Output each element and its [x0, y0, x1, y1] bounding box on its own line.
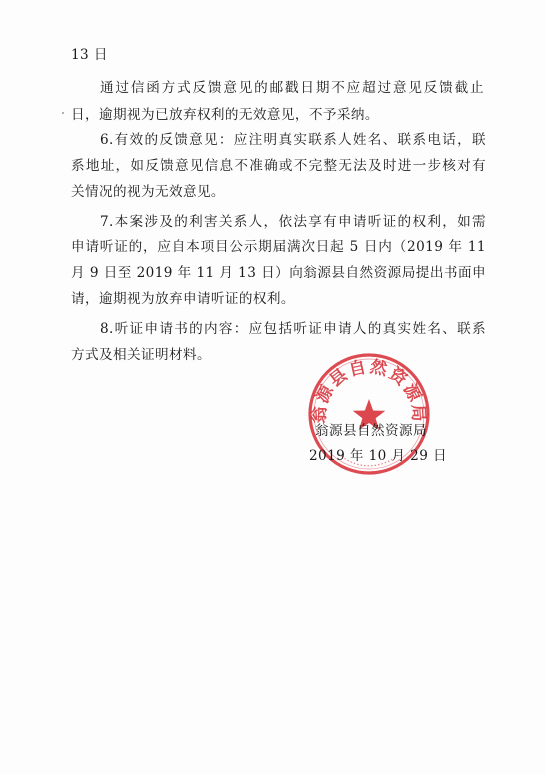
paragraph-line: 日，逾期视为已放弃权利的无效意见，不予采纳。 — [71, 107, 379, 123]
paragraph-line: 关情况的视为无效意见。 — [71, 184, 225, 200]
paragraph-line: 申请听证的，应自本项目公示期届满次日起 5 日内（2019 年 11 — [71, 239, 486, 255]
paragraph-line: 13 日 — [71, 47, 108, 63]
seal-text: 翁源县自然资源局 — [309, 357, 429, 425]
paragraph-line: 请，逾期视为放弃申请听证的权利。 — [71, 291, 295, 307]
paragraph-line: 通过信函方式反馈意见的邮戳日期不应超过意见反馈截止 — [100, 80, 484, 96]
paragraph-line: 6.有效的反馈意见：应注明真实联系人姓名、联系电话，联 — [100, 132, 486, 148]
issuing-authority: 翁源县自然资源局 — [315, 423, 427, 439]
paragraph-line: 方式及相关证明材料。 — [71, 347, 211, 363]
paragraph-line: 月 9 日至 2019 年 11 月 13 日）向翁源县自然资源局提出书面申 — [71, 265, 486, 281]
scan-speck — [62, 112, 64, 114]
paragraph-line: 8.听证申请书的内容：应包括听证申请人的真实姓名、联系 — [100, 321, 486, 337]
paragraph-line: 7.本案涉及的利害关系人，依法享有申请听证的权利，如需 — [100, 214, 486, 230]
paragraph-line: 系地址，如反馈意见信息不准确或不完整无法及时进一步核对有 — [71, 158, 486, 174]
issue-date: 2019 年 10 月 29 日 — [309, 448, 447, 464]
